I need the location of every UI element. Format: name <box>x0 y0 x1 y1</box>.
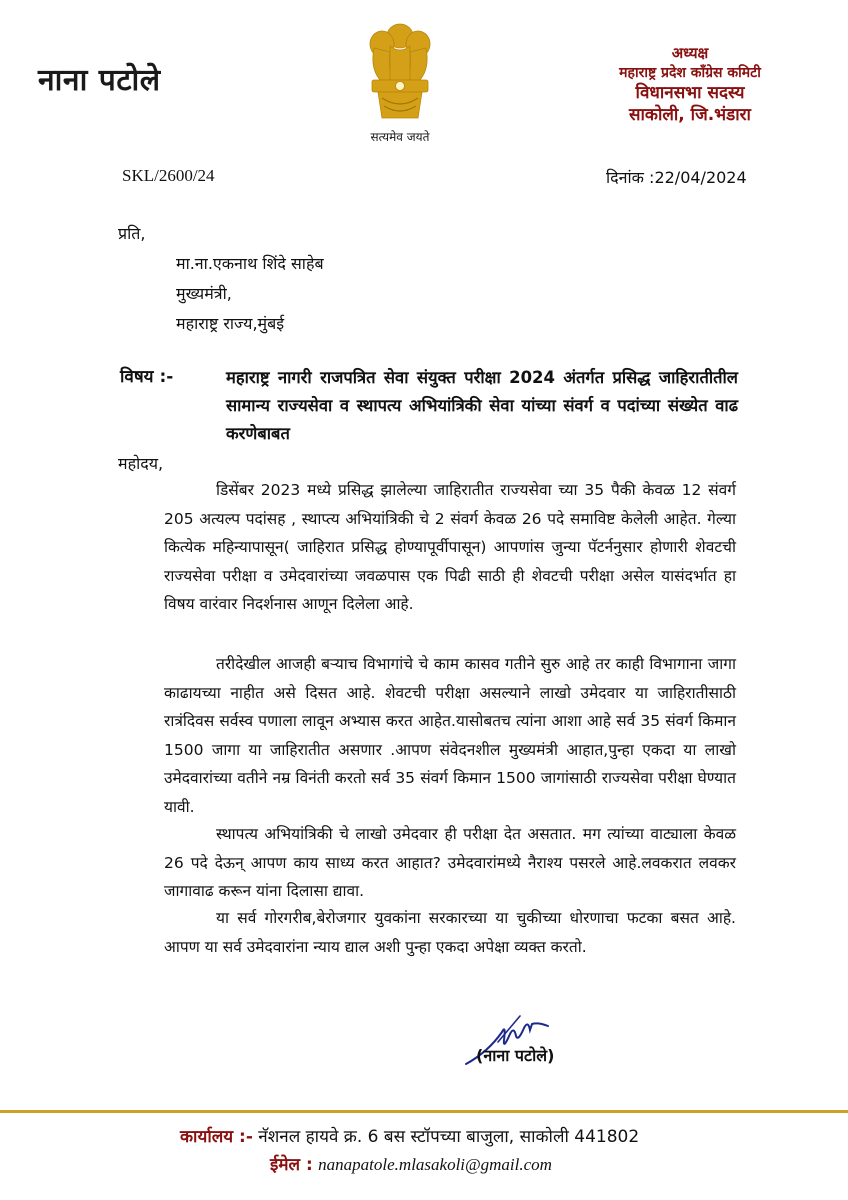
designation-line-2: महाराष्ट्र प्रदेश कॉंग्रेस कमिटी <box>619 64 761 81</box>
designation-line-1: अध्यक्ष <box>671 44 709 62</box>
emblem-motto: सत्यमेव जयते <box>370 130 430 144</box>
body-paragraph-4 <box>164 904 736 961</box>
body-paragraph-1 <box>164 476 736 619</box>
recipient-prefix: प्रति, <box>118 224 146 243</box>
date-line <box>606 166 747 188</box>
recipient-designation: मुख्यमंत्री, <box>176 284 232 303</box>
body-paragraph-3 <box>164 820 736 906</box>
email-line <box>270 1152 552 1175</box>
recipient-name: मा.ना.एकनाथ शिंदे साहेब <box>176 254 324 273</box>
footer-divider <box>0 1110 848 1113</box>
subject-label: विषय :- <box>120 367 174 387</box>
body-paragraph-2-text: तरीदेखील आजही बऱ्याच विभागांचे चे काम कासव गतीने सुरु आहे तर काही विभागाना जागा काढायच्या नाहीत असे दिसत आहे. शेवटची परीक्षा असल्याने लाखो उमेदवार या जाहिरातीसाठी रात्रंदिवस सर्वस्व पणाला लावून अभ्यास करत आहेत.यासोबतच त्यांना आशा आहे सर्व 35 संवर्ग किमान 1500 जागा या जाहिरातीत असणार .आपण संवेदनशील मुख्यमंत्री आहात,पुन्हा एकदा या लाखो उमेदवारांच्या वतीने नम्र विनंती करतो सर्व 35 संवर्ग किमान 1500 जागांसाठी राज्यसेवा परीक्षा घेण्यात यावी. <box>164 655 736 816</box>
designation-line-4: साकोली, जि.भंडारा <box>629 104 751 125</box>
body-paragraph-4-text: या सर्व गोरगरीब,बेरोजगार युवकांना सरकारच्या या चुकीच्या धोरणाचा फटका बसत आहे. आपण या सर्व उमेदवारांना न्याय द्याल अशी पुन्हा एकदा अपेक्षा व्यक्त करतो. <box>164 909 736 956</box>
letterhead-name: नाना पटोले <box>38 63 161 98</box>
subject-text: महाराष्ट्र नागरी राजपत्रित सेवा संयुक्त परीक्षा 2024 अंतर्गत प्रसिद्ध जाहिरातीतील सामान्य राज्यसेवा व स्थापत्य अभियांत्रिकी सेवा यांच्या संवर्ग व पदांच्या संख्येत वाढ करणेबाबत <box>226 368 738 443</box>
signatory-name: (नाना पटोले) <box>476 1046 555 1065</box>
body-paragraph-1-text: डिसेंबर 2023 मध्ये प्रसिद्ध झालेल्या जाहिरातीत राज्यसेवा च्या 35 पैकी केवळ 12 संवर्ग 205 अत्यल्प पदांसह , स्थाप्त्य अभियांत्रिकी चे 2 संवर्ग केवळ 26 पदे समाविष्ट केलेली आहेत. गेल्या कित्येक महिन्यापासून( जाहिरात प्रसिद्ध होण्यापूर्वीपासून) आपणांस जुन्या पॅटर्ननुसार होणारी शेवटची राज्यसेवा परीक्षा व उमेदवारांच्या जवळपास एक पिढी साठी ही शेवटची परीक्षा असेल यासंदर्भात हा विषय वारंवार निदर्शनास आणून दिलेला आहे. <box>164 481 736 613</box>
date-label: दिनांक : <box>606 168 655 187</box>
reference-number: SKL/2600/24 <box>122 166 215 185</box>
email-value: nanapatole.mlasakoli@gmail.com <box>318 1155 552 1174</box>
recipient-location: महाराष्ट्र राज्य,मुंबई <box>176 314 285 333</box>
office-value: नॅशनल हायवे क्र. 6 बस स्टॉपच्या बाजुला, साकोली 441802 <box>258 1127 640 1147</box>
date-value: 22/04/2024 <box>654 168 747 187</box>
designation-block <box>560 44 820 126</box>
office-label: कार्यालय :- <box>180 1127 253 1147</box>
salutation: महोदय, <box>118 454 164 473</box>
designation-line-3: विधानसभा सदस्य <box>635 82 745 103</box>
body-paragraph-2 <box>164 650 736 821</box>
email-label: ईमेल : <box>270 1155 313 1175</box>
body-paragraph-3-text: स्थापत्य अभियांत्रिकी चे लाखो उमेदवार ही परीक्षा देत असतात. मग त्यांच्या वाट्याला केवळ 26 पदे देऊन् आपण काय साध्य करत आहात? उमेदवारांमध्ये नैराश्य पसरले आहे.लवकरात लवकर जागावाढ करून यांना दिलासा द्यावा. <box>164 825 736 900</box>
office-address <box>180 1124 639 1147</box>
